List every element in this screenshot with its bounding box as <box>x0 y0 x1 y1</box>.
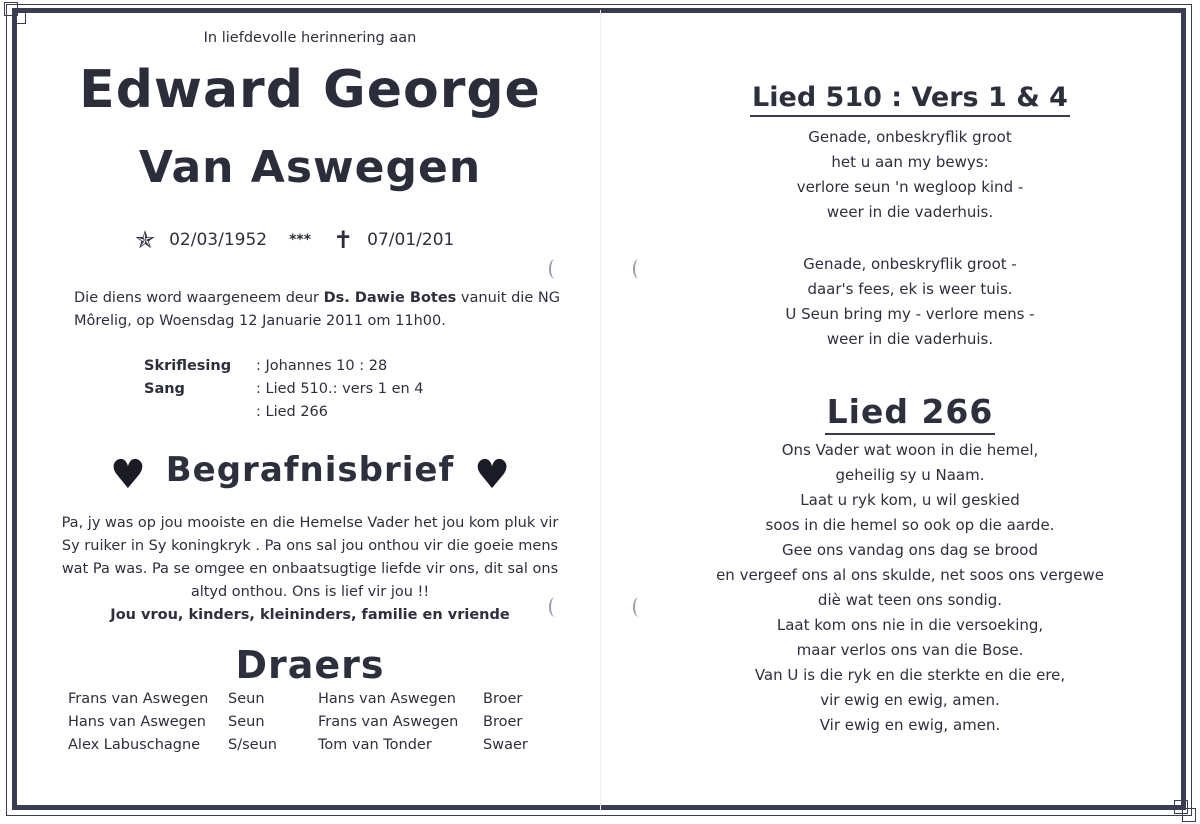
star-icon: ✯ <box>135 226 156 254</box>
programme-label: Skriflesing <box>144 358 232 374</box>
hymn-510-verse-4 <box>660 252 1160 352</box>
death-date: 07/01/201 <box>367 230 455 250</box>
hymn-title-text: Lied 510 : Vers 1 & 4 <box>750 82 1070 117</box>
lyric-line: diè wat teen ons sondig. <box>817 591 1003 609</box>
staple-mark <box>549 259 561 279</box>
life-dates <box>135 228 454 252</box>
bearer-name: Hans van Aswegen <box>318 691 456 707</box>
lyric-line: weer in die vaderhuis. <box>826 203 994 221</box>
lyric-line: soos in die hemel so ook op die aarde. <box>765 516 1055 534</box>
hymn-266-title <box>660 392 1160 435</box>
lyric-line: en vergeef ons al ons skulde, net soos ons vergewe <box>716 566 1104 584</box>
letter-title: Begrafnisbrief <box>165 450 455 490</box>
lyric-line: maar verlos ons van die Bose. <box>796 641 1024 659</box>
hymn-510-verse-1 <box>660 125 1160 225</box>
lyric-line: vir ewig en ewig, amen. <box>820 691 1000 709</box>
lyric-line: Genade, onbeskryflik groot <box>808 128 1012 146</box>
letter-signature: Jou vrou, kinders, kleininders, familie en vriende <box>110 607 510 623</box>
lyric-line: U Seun bring my - verlore mens - <box>785 305 1035 323</box>
lyric-line: Genade, onbeskryflik groot - <box>803 255 1017 273</box>
bearer-name: Frans van Aswegen <box>318 714 459 730</box>
lyric-line: daar's fees, ek is weer tuis. <box>807 280 1013 298</box>
bearer-relation: Broer <box>483 691 523 707</box>
bearer-row <box>68 711 543 734</box>
programme-label: Sang <box>144 381 185 397</box>
lyric-line: Gee ons vandag ons dag se brood <box>781 541 1038 559</box>
bearer-name: Tom van Tonder <box>318 737 432 753</box>
programme-value: : Johannes 10 : 28 <box>256 358 388 374</box>
lyric-line: verlore seun 'n wegloop kind - <box>796 178 1024 196</box>
bearer-name: Frans van Aswegen <box>68 691 209 707</box>
bearer-name: Hans van Aswegen <box>68 714 206 730</box>
date-separator: *** <box>289 232 312 248</box>
programme-list <box>144 355 424 424</box>
bearer-row <box>68 688 543 711</box>
lyric-line: Ons Vader wat woon in die hemel, <box>781 441 1039 459</box>
staple-mark <box>633 597 645 617</box>
staple-mark <box>633 259 645 279</box>
programme-value: : Lied 510.: vers 1 en 4 <box>256 381 424 397</box>
bearer-relation: Broer <box>483 714 523 730</box>
frame-corner-ornament <box>12 10 26 24</box>
bearers-list <box>68 688 543 757</box>
lyric-line: Laat u ryk kom, u wil geskied <box>800 491 1020 509</box>
heart-icon: ♥ <box>110 452 146 498</box>
letter-line: Pa, jy was op jou mooiste en die Hemelse Vader het jou kom pluk vir <box>61 515 559 531</box>
programme-row <box>144 378 424 401</box>
bearer-relation: Swaer <box>483 737 528 753</box>
service-text-cont: vanuit die NG Môrelig, op Woensdag 12 Januarie 2011 om 11h00. <box>74 290 560 329</box>
hymn-510-title <box>660 82 1160 117</box>
minister-name: Ds. Dawie Botes <box>323 290 457 306</box>
frame-corner-ornament <box>1174 800 1188 814</box>
service-details <box>74 287 564 333</box>
lyric-line: Vir ewig en ewig, amen. <box>819 716 1001 734</box>
letter-body <box>40 512 580 627</box>
memorial-intro: In liefdevolle herinnering aan <box>203 30 417 46</box>
bearers-title: Draers <box>235 643 385 687</box>
bearer-name: Alex Labuschagne <box>68 737 201 753</box>
bearer-relation: Seun <box>228 714 265 730</box>
bearer-relation: Seun <box>228 691 265 707</box>
heart-icon: ♥ <box>474 452 510 498</box>
hymn-266-lyrics <box>660 438 1160 738</box>
programme-value: : Lied 266 <box>256 404 329 420</box>
lyric-line: Laat kom ons nie in die versoeking, <box>776 616 1044 634</box>
programme-row <box>144 401 424 424</box>
letter-line: wat Pa was. Pa se omgee en onbaatsugtige liefde vir ons, dit sal ons <box>61 561 559 577</box>
cross-icon: ✝ <box>333 226 354 254</box>
lyric-line: Van U is die ryk en die sterkte en die ere, <box>754 666 1066 684</box>
hymn-title-text: Lied 266 <box>825 392 996 435</box>
letter-line: altyd onthou. Ons is lief vir jou !! <box>190 584 430 600</box>
programme-label <box>144 401 256 424</box>
lyric-line: geheilig sy u Naam. <box>835 466 985 484</box>
lyric-line: het u aan my bewys: <box>831 153 989 171</box>
service-text: Die diens word waargeneem deur <box>74 290 324 306</box>
lyric-line: weer in die vaderhuis. <box>826 330 994 348</box>
bearer-row <box>68 734 543 757</box>
programme-row <box>144 355 424 378</box>
deceased-name-first: Edward George <box>79 60 541 120</box>
letter-heading <box>110 445 510 498</box>
fold-line <box>600 10 601 810</box>
deceased-name-surname: Van Aswegen <box>138 142 482 193</box>
letter-line: Sy ruiker in Sy koningkryk . Pa ons sal jou onthou vir die goeie mens <box>61 538 559 554</box>
birth-date: 02/03/1952 <box>169 230 268 250</box>
bearer-relation: S/seun <box>228 737 277 753</box>
